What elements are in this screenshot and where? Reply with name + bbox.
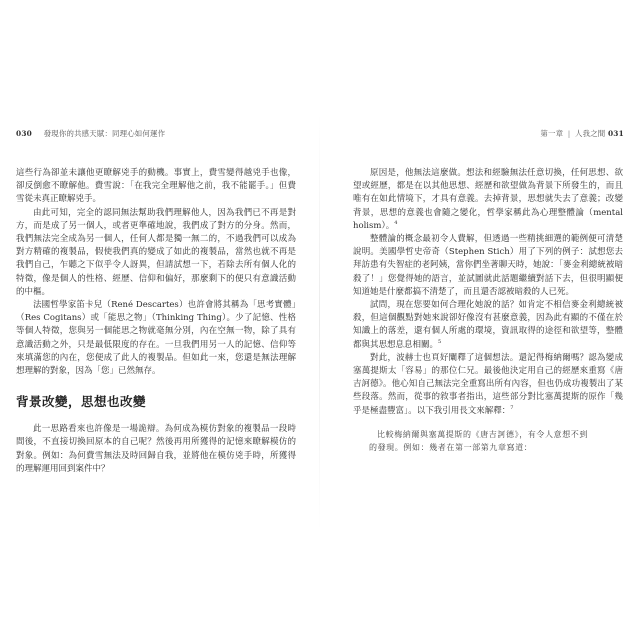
paragraph: 由此可知，完全的認同無法幫助我們理解他人，因為我們已不再是對方，而是成了另一個人，或者更準確地說，我們成了對方的分身。然而，我們無法完全成為另一個人，任何人都是獨一無二的，不過我們可以成為對方精確的複製品，假使我們真的變成了如此的複製品，當然也就不再是我們自己，乍聽之下似乎令人訝異，但請試想一下，若除去所有個人化的特徵，像是個人的性格、經歷、信仰和偏好，那麼剩下的便只有意識活動的中樞。	[16, 207, 296, 297]
block-quote	[353, 428, 623, 454]
right-page-number: 031	[607, 129, 624, 138]
section-heading: 背景改變，思想也改變	[16, 394, 147, 410]
header-separator	[37, 129, 40, 138]
paragraph-text: 整體論的概念最初令人費解，但透過一些精挑細選的範例便可清楚說明。美國學哲史帝奇（Stephen Stich）用了下列的例子：試想您去拜訪患有失智症的老阿姨，當你們坐著聊天時，她說：「麥金利總統被暗殺了！」您覺得她的語言，並試圖就此話題繼續對話下去，但很明顯便知道她是什麼都搞不清楚了，而且還否認被暗殺的人已死。	[353, 234, 623, 297]
paragraph	[353, 299, 623, 352]
paragraph: 此一思路看來也許像是一場詭辯。為何成為模仿對象的複製品一段時間後，不直接切換回原本的自己呢？然後再用所獲得的記憶來瞭解模仿的對象。例如：為何費雪無法及時回歸自我，並將他在模仿兇手時，所獲得的理解運用回到案件中？	[16, 424, 296, 474]
paragraph-text: 原因是，他無法這麼做。想法和經驗無法任意切換，任何思想、欲望或經歷，都是在以其他思想、經歷和欲望做為背景下所發生的，而且唯有在如此情境下，才具有意義。去掉背景，思想就失去了意義；改變背景，思想的意義也會隨之變化，哲學家稱此為心理整體論（mental holism）。	[353, 168, 623, 231]
left-page-body	[16, 167, 296, 476]
footnote-marker: 5	[438, 338, 442, 345]
header-separator: |	[567, 129, 571, 138]
footnote-marker: 4	[394, 219, 398, 226]
quote-line: 比較梅納爾與塞萬提斯的《唐吉訶德》，有令人意想不到	[377, 429, 588, 439]
quote-line: 的發現。例如：幾者在第一部第九章寫道：	[369, 442, 533, 452]
paragraph	[353, 352, 623, 418]
chapter-label: 第一章	[540, 129, 564, 138]
right-page-body	[353, 167, 623, 454]
right-running-title: 人我之間	[575, 129, 606, 138]
left-page-number: 030	[16, 129, 33, 138]
paragraph-text: 對此，波赫士也頁好闡釋了這個想法。還記得梅納爾嗎？認為變成塞萬提斯太「容易」的那位仁兄。最後他決定用自己的經歷來重寫《唐吉訶德》。他心知自己無法完全重寫出所有內容，但也仍成功複製出了某些段落。然而，從事的敘事者指出，這些部分對比塞萬提斯的原作「幾乎是極盡豐富」。以下我引用長文來解釋：	[353, 352, 623, 416]
left-running-title: 發現你的共感天賦：同理心如何運作	[43, 129, 166, 138]
left-page-header	[16, 128, 165, 139]
paragraph	[353, 167, 623, 233]
paragraph	[353, 233, 623, 299]
paragraph-text: 試問，現在您要如何合理化她說的話？如肯定不相信麥金利總統被殺，但這個觀點對她來說卻好像沒有甚麼意義，因為此有顯的不僅在於知識上的落差，還有個人所處的環境，資訊取得的途徑和欲望等，整體都與其思想息息相關。	[353, 300, 623, 350]
paragraph: 法國哲學家笛卡兒（René Descartes）也許會將其稱為「思考實體」（Res Cogitans）或「能思之物」（Thinking Thing）。少了記憶、性格等個人特徵，您與另一個能思之物就毫無分別，內在空無一物，除了具有意識活動之外，只是最低限度的存在。一旦我們用另一人的記憶、信仰等來填滿您的內在，您便成了此人的複製品。但如此一來，您還是無法理解想理解的對象，因為「您」已然無存。	[16, 300, 296, 377]
right-page-header	[540, 128, 624, 139]
footnote-marker: 7	[510, 404, 514, 411]
paragraph: 這些行為卻並未讓他更瞭解兇手的動機。事實上，費雪變得越兇手也像，卻反倒愈不瞭解他。費雪說：「在我完全理解他之前，我不能罷手。」但費雪從未真正瞭解兇手。	[16, 168, 296, 205]
